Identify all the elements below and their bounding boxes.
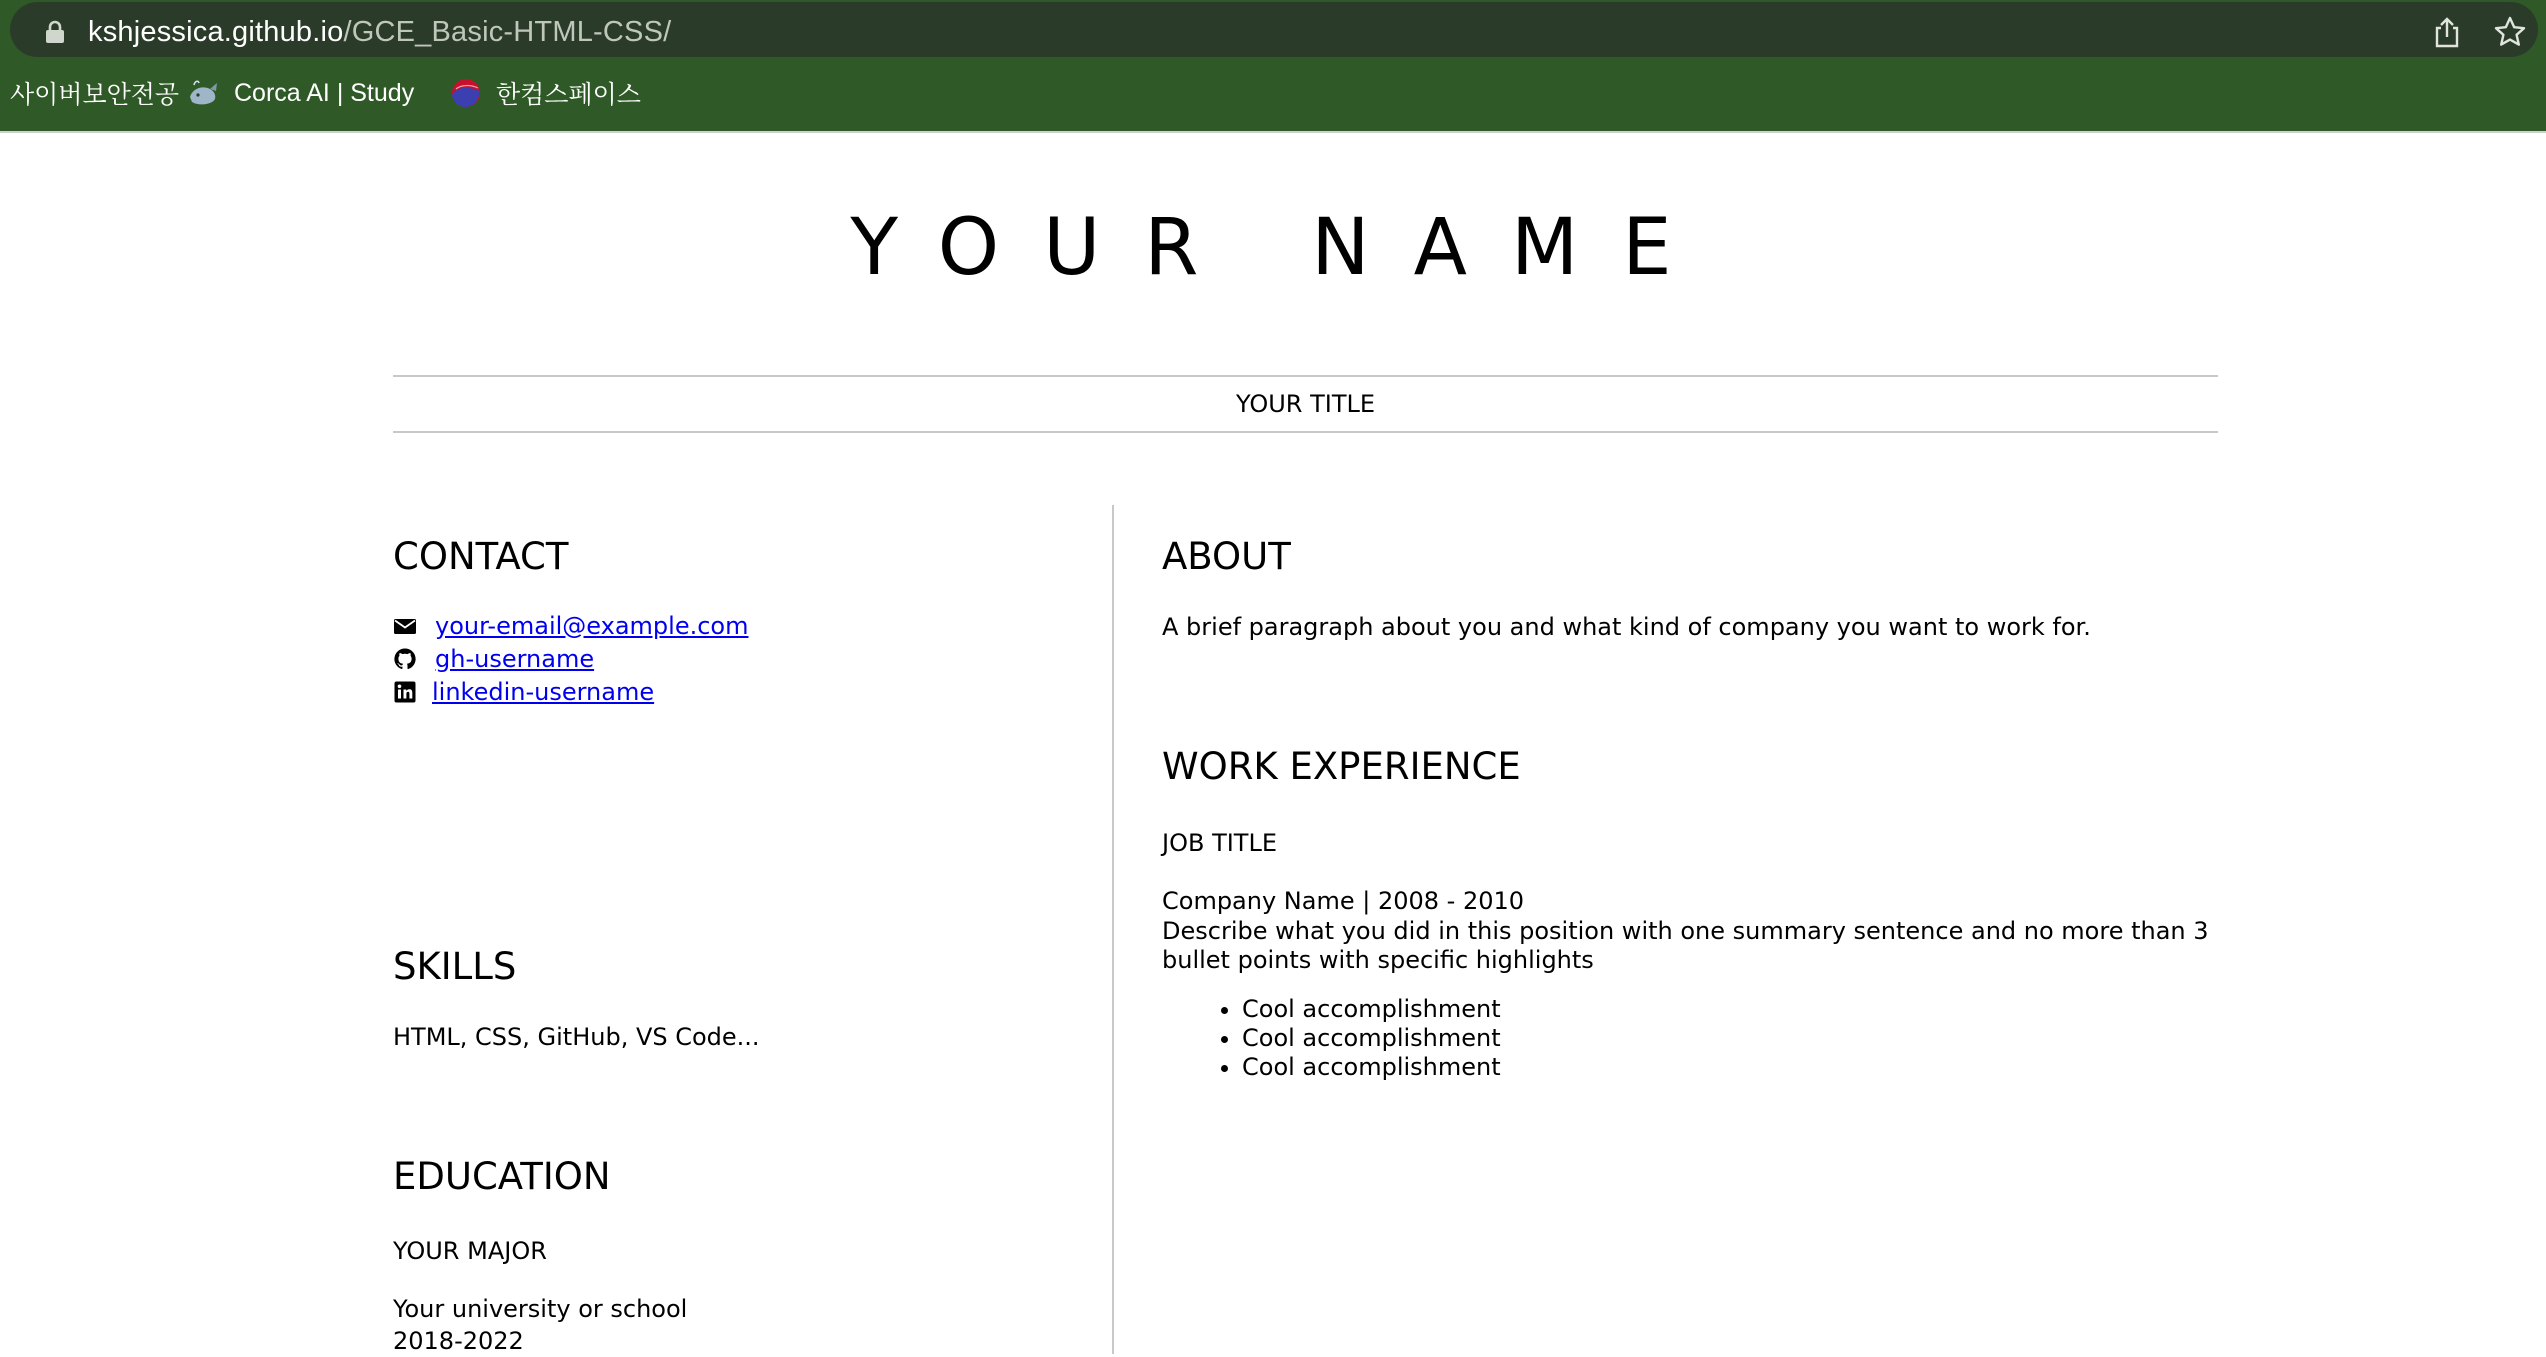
page-title: YOUR NAME [850, 203, 1716, 293]
job-title-banner: YOUR TITLE [393, 375, 2218, 433]
url-text[interactable] [88, 14, 671, 50]
github-icon [393, 647, 417, 671]
email-link[interactable]: your-email@example.com [435, 611, 749, 640]
about-section [1162, 533, 2232, 643]
linkedin-icon [393, 680, 417, 704]
github-link[interactable]: gh-username [435, 644, 595, 673]
bookmark-label: 한컴스페이스 [496, 81, 641, 109]
share-icon[interactable] [2432, 16, 2462, 48]
hancom-icon [448, 75, 484, 111]
list-item: • Cool accomplishment [1242, 1024, 2232, 1053]
education-years: 2018-2022 [393, 1327, 524, 1355]
company-line: Company Name | 2008 - 2010 [1162, 887, 1525, 915]
list-item: • Cool accomplishment [1242, 995, 2232, 1024]
job-description: Describe what you did in this position with one summary sentence and no more than 3 bullet points with specific highlights [1162, 917, 2209, 974]
bookmark-label: Corca AI | Study [234, 78, 415, 107]
bookmarks-bar [0, 70, 2546, 116]
section-heading: SKILLS [393, 945, 517, 988]
job-title: JOB TITLE [1162, 829, 1277, 857]
about-text: A brief paragraph about you and what kind of company you want to work for. [1162, 613, 2091, 641]
bookmark-item[interactable] [448, 76, 641, 110]
envelope-icon [393, 614, 417, 638]
lock-icon[interactable] [44, 20, 66, 44]
url-path: /GCE_Basic-HTML-CSS/ [343, 16, 672, 48]
address-bar[interactable] [10, 2, 2538, 57]
section-heading: CONTACT [393, 535, 569, 578]
bookmark-item[interactable] [186, 76, 414, 110]
work-experience-section [1162, 743, 2232, 1082]
section-heading: ABOUT [1162, 535, 1291, 578]
contact-section [393, 533, 1083, 708]
whale-icon [186, 75, 222, 111]
linkedin-link[interactable]: linkedin-username [432, 677, 655, 706]
contact-email-row [393, 609, 1083, 642]
contact-github-row [393, 642, 1083, 675]
contact-linkedin-row [393, 675, 1083, 708]
skills-text: HTML, CSS, GitHub, VS Code... [393, 1023, 760, 1051]
education-major: YOUR MAJOR [393, 1237, 547, 1265]
skills-section [393, 943, 1083, 1053]
accomplishment-list [1162, 995, 2232, 1082]
education-section [393, 1153, 1083, 1357]
section-heading: WORK EXPERIENCE [1162, 745, 1521, 788]
browser-toolbar [0, 0, 2546, 131]
url-host: kshjessica.github.io [88, 16, 344, 48]
education-school: Your university or school [393, 1295, 688, 1323]
column-divider [1112, 505, 1114, 1354]
bookmark-item[interactable] [10, 76, 179, 110]
bookmark-label: 사이버보안전공 [10, 81, 180, 109]
bookmark-star-icon[interactable] [2493, 15, 2527, 49]
list-item: • Cool accomplishment [1242, 1053, 2232, 1082]
resume-page [0, 133, 2546, 1354]
section-heading: EDUCATION [393, 1155, 611, 1198]
